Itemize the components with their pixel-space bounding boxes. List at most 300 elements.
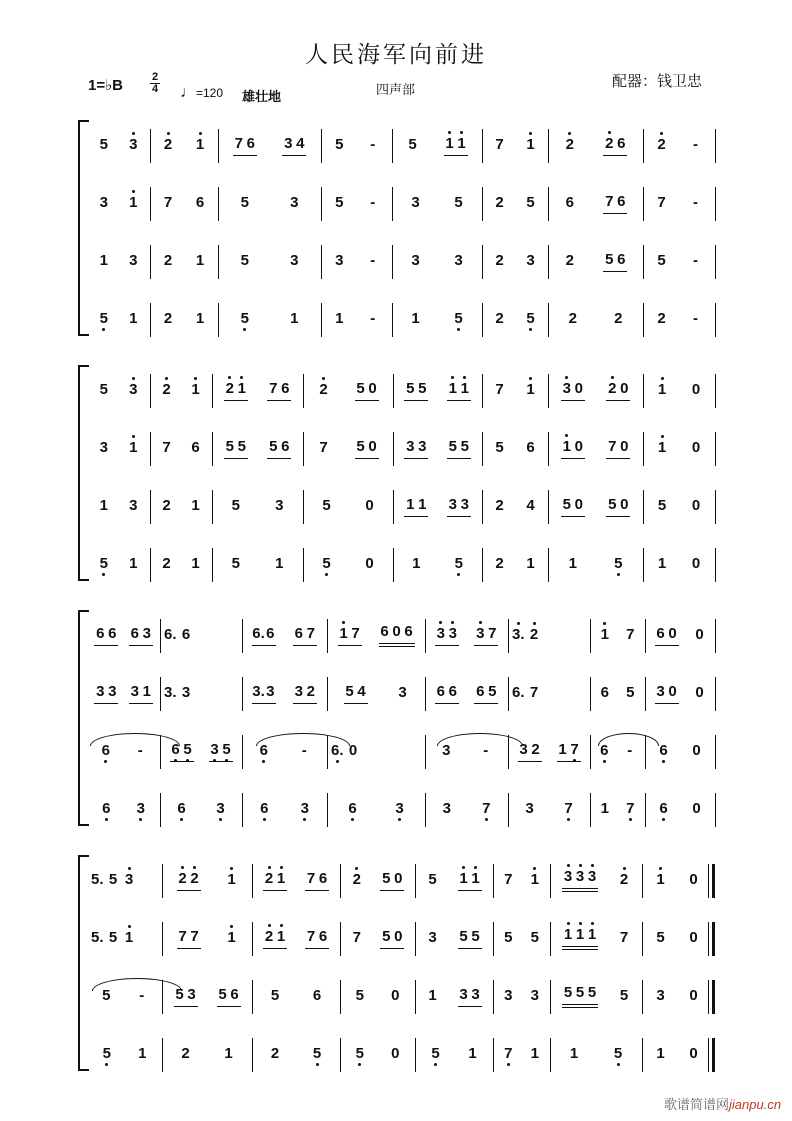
barline [392, 303, 393, 337]
measure [550, 544, 641, 584]
note-group [525, 439, 537, 457]
note-group [269, 987, 281, 1005]
note-group [656, 136, 668, 154]
barline [715, 129, 716, 163]
note-group [180, 626, 192, 644]
note-group [91, 871, 103, 889]
measure [342, 860, 413, 900]
note: 5 [382, 869, 391, 887]
note: 5 [613, 1045, 623, 1062]
measure [484, 183, 546, 223]
key-signature: 1=♭B [88, 77, 124, 94]
note: 1 [657, 381, 667, 398]
beamed-note-group [561, 496, 585, 517]
voice-row [0, 241, 792, 281]
barline [321, 187, 322, 221]
note-group [525, 310, 537, 328]
note-group [389, 987, 401, 1005]
beam-underline [305, 888, 329, 891]
note: 7 [234, 134, 243, 152]
note-group [397, 684, 409, 702]
note: 7 [495, 381, 504, 398]
note: 1 [526, 381, 535, 398]
note: 7 [608, 437, 617, 455]
note: 1 [124, 929, 134, 946]
note: 0 [620, 379, 629, 397]
barline [212, 374, 213, 408]
note: 1 [412, 555, 421, 572]
barline [425, 793, 426, 827]
note: 6 [294, 624, 303, 642]
beam-underline [606, 456, 630, 459]
measure [510, 673, 588, 713]
staff-system [0, 120, 792, 340]
note: 5 [626, 684, 635, 701]
note-group [98, 555, 110, 573]
note: 6 [281, 437, 290, 455]
beamed-note-group [603, 193, 627, 214]
note: 0 [368, 379, 377, 397]
note-group [354, 1045, 366, 1063]
note-group [480, 800, 492, 818]
note: 1 [276, 869, 286, 887]
note-group [568, 1045, 580, 1063]
note: 3 [130, 682, 139, 700]
barline [508, 793, 509, 827]
note-group [502, 987, 514, 1005]
note-group [98, 497, 110, 515]
note: 2 [178, 869, 187, 887]
barline [252, 922, 253, 956]
measure [244, 673, 325, 713]
note: 5 [99, 381, 108, 398]
note: 2 [163, 252, 173, 269]
beamed-note-group [293, 625, 317, 646]
barline [218, 129, 219, 163]
measure [417, 918, 491, 958]
note: - [301, 742, 307, 759]
measure [305, 428, 391, 468]
note: 6 [312, 987, 322, 1004]
measure [152, 370, 210, 410]
note: 6 [318, 869, 328, 887]
note: 3 [290, 194, 299, 211]
note: 3 [398, 684, 407, 701]
voice-row [0, 673, 792, 713]
barline [482, 490, 483, 524]
note-group [288, 194, 300, 212]
barline [327, 619, 328, 653]
note: 3 [504, 987, 513, 1004]
note: 1 [224, 1045, 233, 1062]
note: 2 [495, 194, 504, 211]
note: 2 [264, 927, 274, 945]
note: 1 [276, 927, 286, 945]
barline [548, 432, 549, 466]
note: 2 [565, 136, 574, 153]
note-group [318, 439, 330, 457]
note-group [467, 1045, 479, 1063]
note: 5 [356, 379, 365, 397]
note: 6 [526, 439, 535, 456]
note-group [624, 626, 636, 644]
barline [715, 187, 716, 221]
measure [323, 241, 390, 281]
note: 5 [448, 437, 457, 455]
measure [89, 789, 158, 829]
note-group [127, 310, 139, 328]
measure [484, 125, 546, 165]
barline [150, 187, 151, 221]
beamed-note-group [561, 380, 585, 401]
barline [548, 490, 549, 524]
note: 2 [531, 740, 540, 758]
voice-row [0, 370, 792, 410]
note-group [364, 555, 376, 573]
measure [152, 544, 210, 584]
barline [303, 374, 304, 408]
note: 0 [365, 555, 374, 572]
note: 1 [568, 555, 577, 572]
note-group [494, 310, 506, 328]
barline [548, 548, 549, 582]
note: 6 [195, 194, 205, 211]
note: 6 [130, 624, 139, 642]
note: - [693, 252, 698, 269]
beamed-note-group [562, 984, 598, 1008]
measure [495, 918, 548, 958]
beam-underline [177, 888, 201, 891]
note: 1 [459, 869, 468, 887]
note-group [512, 684, 524, 702]
parts-label: 四声部 [376, 82, 416, 97]
note: 6 [436, 682, 445, 700]
beam-underline [380, 888, 404, 891]
barline [715, 303, 716, 337]
note-group [190, 555, 202, 573]
note-group [688, 987, 700, 1005]
note: 1 [195, 252, 205, 269]
barline [482, 129, 483, 163]
beamed-note-group [380, 870, 404, 891]
barline [715, 432, 716, 466]
measure [495, 976, 548, 1016]
note: 6 [348, 800, 357, 817]
note: 5 [657, 252, 666, 269]
note: 6 [600, 684, 609, 701]
beam-underline [344, 701, 368, 704]
measure [550, 183, 641, 223]
note: 0 [574, 495, 583, 513]
measure [152, 241, 216, 281]
beam-underline [177, 946, 201, 949]
beam-underline [518, 759, 542, 762]
beamed-note-group [94, 683, 118, 704]
note: 5 [237, 437, 246, 455]
note: 3 [575, 868, 585, 885]
beamed-note-group [606, 380, 630, 401]
beam-underline [380, 946, 404, 949]
note-group [91, 929, 103, 947]
voice-row [0, 125, 792, 165]
note: 1 [129, 310, 138, 327]
beam-underline [562, 886, 598, 892]
note-group [354, 987, 366, 1005]
note: 5 [225, 437, 234, 455]
note: 1 [471, 869, 480, 887]
note-group [239, 252, 251, 270]
barline [425, 619, 426, 653]
note: 2 [565, 252, 574, 269]
beam-underline [562, 1002, 598, 1008]
barline [218, 245, 219, 279]
measure [394, 299, 480, 339]
note-group [658, 742, 670, 760]
note: 1 [290, 310, 299, 327]
barline [303, 432, 304, 466]
measure [395, 370, 480, 410]
note: - [137, 742, 143, 759]
note: 1 [191, 555, 200, 572]
note-group [690, 555, 702, 573]
barline [392, 187, 393, 221]
measure [89, 1034, 160, 1074]
note: 1 [227, 871, 236, 888]
note: 6 [266, 624, 275, 642]
beam-underline [561, 398, 585, 401]
measure [220, 299, 319, 339]
note-group [226, 871, 238, 889]
note: 5 [345, 682, 354, 700]
staff-system [0, 610, 792, 830]
note: 2 [162, 381, 171, 398]
barline [550, 864, 551, 898]
beamed-note-group [557, 741, 581, 762]
note: 3 [442, 742, 451, 759]
measure [645, 544, 713, 584]
measure [550, 241, 641, 281]
measure [484, 299, 546, 339]
beam-underline [447, 398, 471, 401]
note-group [410, 194, 422, 212]
note: 3 [442, 800, 451, 817]
note-group [98, 381, 110, 399]
barline [643, 245, 644, 279]
barline [340, 1038, 341, 1072]
note-group [161, 497, 173, 515]
note: 2 [614, 310, 623, 327]
measure [484, 370, 546, 410]
barline [482, 374, 483, 408]
note: 0 [689, 929, 698, 946]
barline [425, 735, 426, 769]
barline [303, 490, 304, 524]
note: 6 [177, 800, 186, 817]
note: 7 [605, 192, 614, 210]
note: 1 [563, 926, 573, 943]
note-group [528, 626, 540, 644]
barline [393, 548, 394, 582]
note: 2 [163, 310, 173, 327]
note: - [693, 136, 698, 153]
note: 6 [230, 985, 239, 1003]
note-group [688, 871, 700, 889]
barline [550, 922, 551, 956]
measure [214, 428, 301, 468]
note: 5 [218, 985, 227, 1003]
note-group [612, 1045, 624, 1063]
note: 0 [620, 495, 629, 513]
final-barline-thick [712, 922, 715, 956]
note: 1 [587, 926, 597, 943]
barline [242, 735, 243, 769]
beamed-note-group [338, 625, 362, 646]
beamed-note-group [233, 135, 257, 156]
barline [493, 864, 494, 898]
note-group [525, 555, 537, 573]
note: 7 [495, 136, 504, 153]
barline [715, 735, 716, 769]
beamed-note-group [224, 438, 248, 459]
staff-system [0, 855, 792, 1075]
note: 7 [162, 439, 171, 456]
barline [715, 245, 716, 279]
note-group [502, 1045, 514, 1063]
barline [242, 677, 243, 711]
note-group [164, 684, 176, 702]
note-group [215, 800, 227, 818]
beamed-note-group [404, 380, 428, 401]
note-group [624, 684, 636, 702]
note-group [691, 800, 703, 818]
note: 6 [617, 250, 626, 268]
note: 7 [488, 624, 497, 642]
measure [214, 486, 301, 526]
note: 3. [252, 682, 265, 700]
measure [550, 486, 641, 526]
note-group [512, 626, 524, 644]
measure [89, 615, 158, 655]
barline [482, 548, 483, 582]
final-barline-thick [712, 1038, 715, 1072]
beamed-note-group [344, 683, 368, 704]
note-group [529, 929, 541, 947]
note-group [656, 555, 668, 573]
measure [342, 1034, 413, 1074]
beam-underline [562, 944, 598, 950]
note: 1 [530, 1045, 539, 1062]
note-group [321, 555, 333, 573]
note-group [656, 194, 668, 212]
measure [644, 976, 710, 1016]
beam-underline [129, 701, 153, 704]
note: 3 [563, 868, 573, 885]
note-group [351, 871, 363, 889]
note-group [100, 800, 112, 818]
note: 3. [164, 684, 177, 701]
beamed-note-group [209, 741, 233, 762]
note-group [453, 252, 465, 270]
measure [329, 673, 423, 713]
barline [415, 980, 416, 1014]
note: 6 [260, 800, 269, 817]
note-group [180, 684, 192, 702]
note-group [190, 381, 202, 399]
barline [548, 374, 549, 408]
barline [150, 303, 151, 337]
beam-underline [435, 643, 459, 646]
beamed-note-group [447, 438, 471, 459]
beam-underline [338, 643, 362, 646]
note-group [366, 136, 380, 154]
measure [89, 428, 148, 468]
measure [305, 370, 391, 410]
note-group [689, 310, 703, 328]
note-group [410, 555, 422, 573]
measure [152, 428, 210, 468]
note: 0 [689, 871, 698, 888]
note-group [162, 136, 174, 154]
barline [327, 677, 328, 711]
beamed-note-group [177, 928, 201, 949]
beam-underline [355, 456, 379, 459]
note-group [366, 310, 380, 328]
note: 7 [306, 869, 316, 887]
note-group [394, 800, 406, 818]
note: 5 [504, 929, 513, 946]
note: 3 [142, 624, 151, 642]
note: - [693, 194, 698, 211]
note-group [618, 871, 630, 889]
measure [89, 544, 148, 584]
beam-underline [603, 211, 627, 214]
measure [550, 125, 641, 165]
measure [592, 673, 643, 713]
beam-underline [293, 701, 317, 704]
barline [590, 677, 591, 711]
note-group [427, 871, 439, 889]
beamed-note-group [447, 496, 471, 517]
note: 5 [269, 437, 278, 455]
note: 6 [656, 624, 665, 642]
barline [508, 677, 509, 711]
measure [495, 1034, 548, 1074]
beamed-note-group [263, 870, 287, 891]
note-group [529, 871, 541, 889]
barline [425, 677, 426, 711]
note: 1 [445, 134, 454, 152]
beamed-note-group [177, 870, 201, 891]
note: 0 [691, 555, 701, 572]
note: 1 [562, 437, 571, 455]
measure [647, 731, 713, 771]
note: 6 [476, 682, 485, 700]
note: 1 [99, 252, 108, 269]
note: 5 [222, 740, 231, 758]
beamed-note-group [252, 683, 276, 704]
barline [493, 980, 494, 1014]
note: 5. [91, 929, 104, 946]
time-signature-bottom: 4 [151, 83, 159, 95]
measure [427, 789, 506, 829]
measure [552, 1034, 640, 1074]
note-group [563, 800, 575, 818]
note: 5 [356, 437, 365, 455]
note: - [370, 136, 376, 153]
voice-row [0, 544, 792, 584]
note: 7 [504, 871, 513, 888]
note: 1 [335, 310, 344, 327]
